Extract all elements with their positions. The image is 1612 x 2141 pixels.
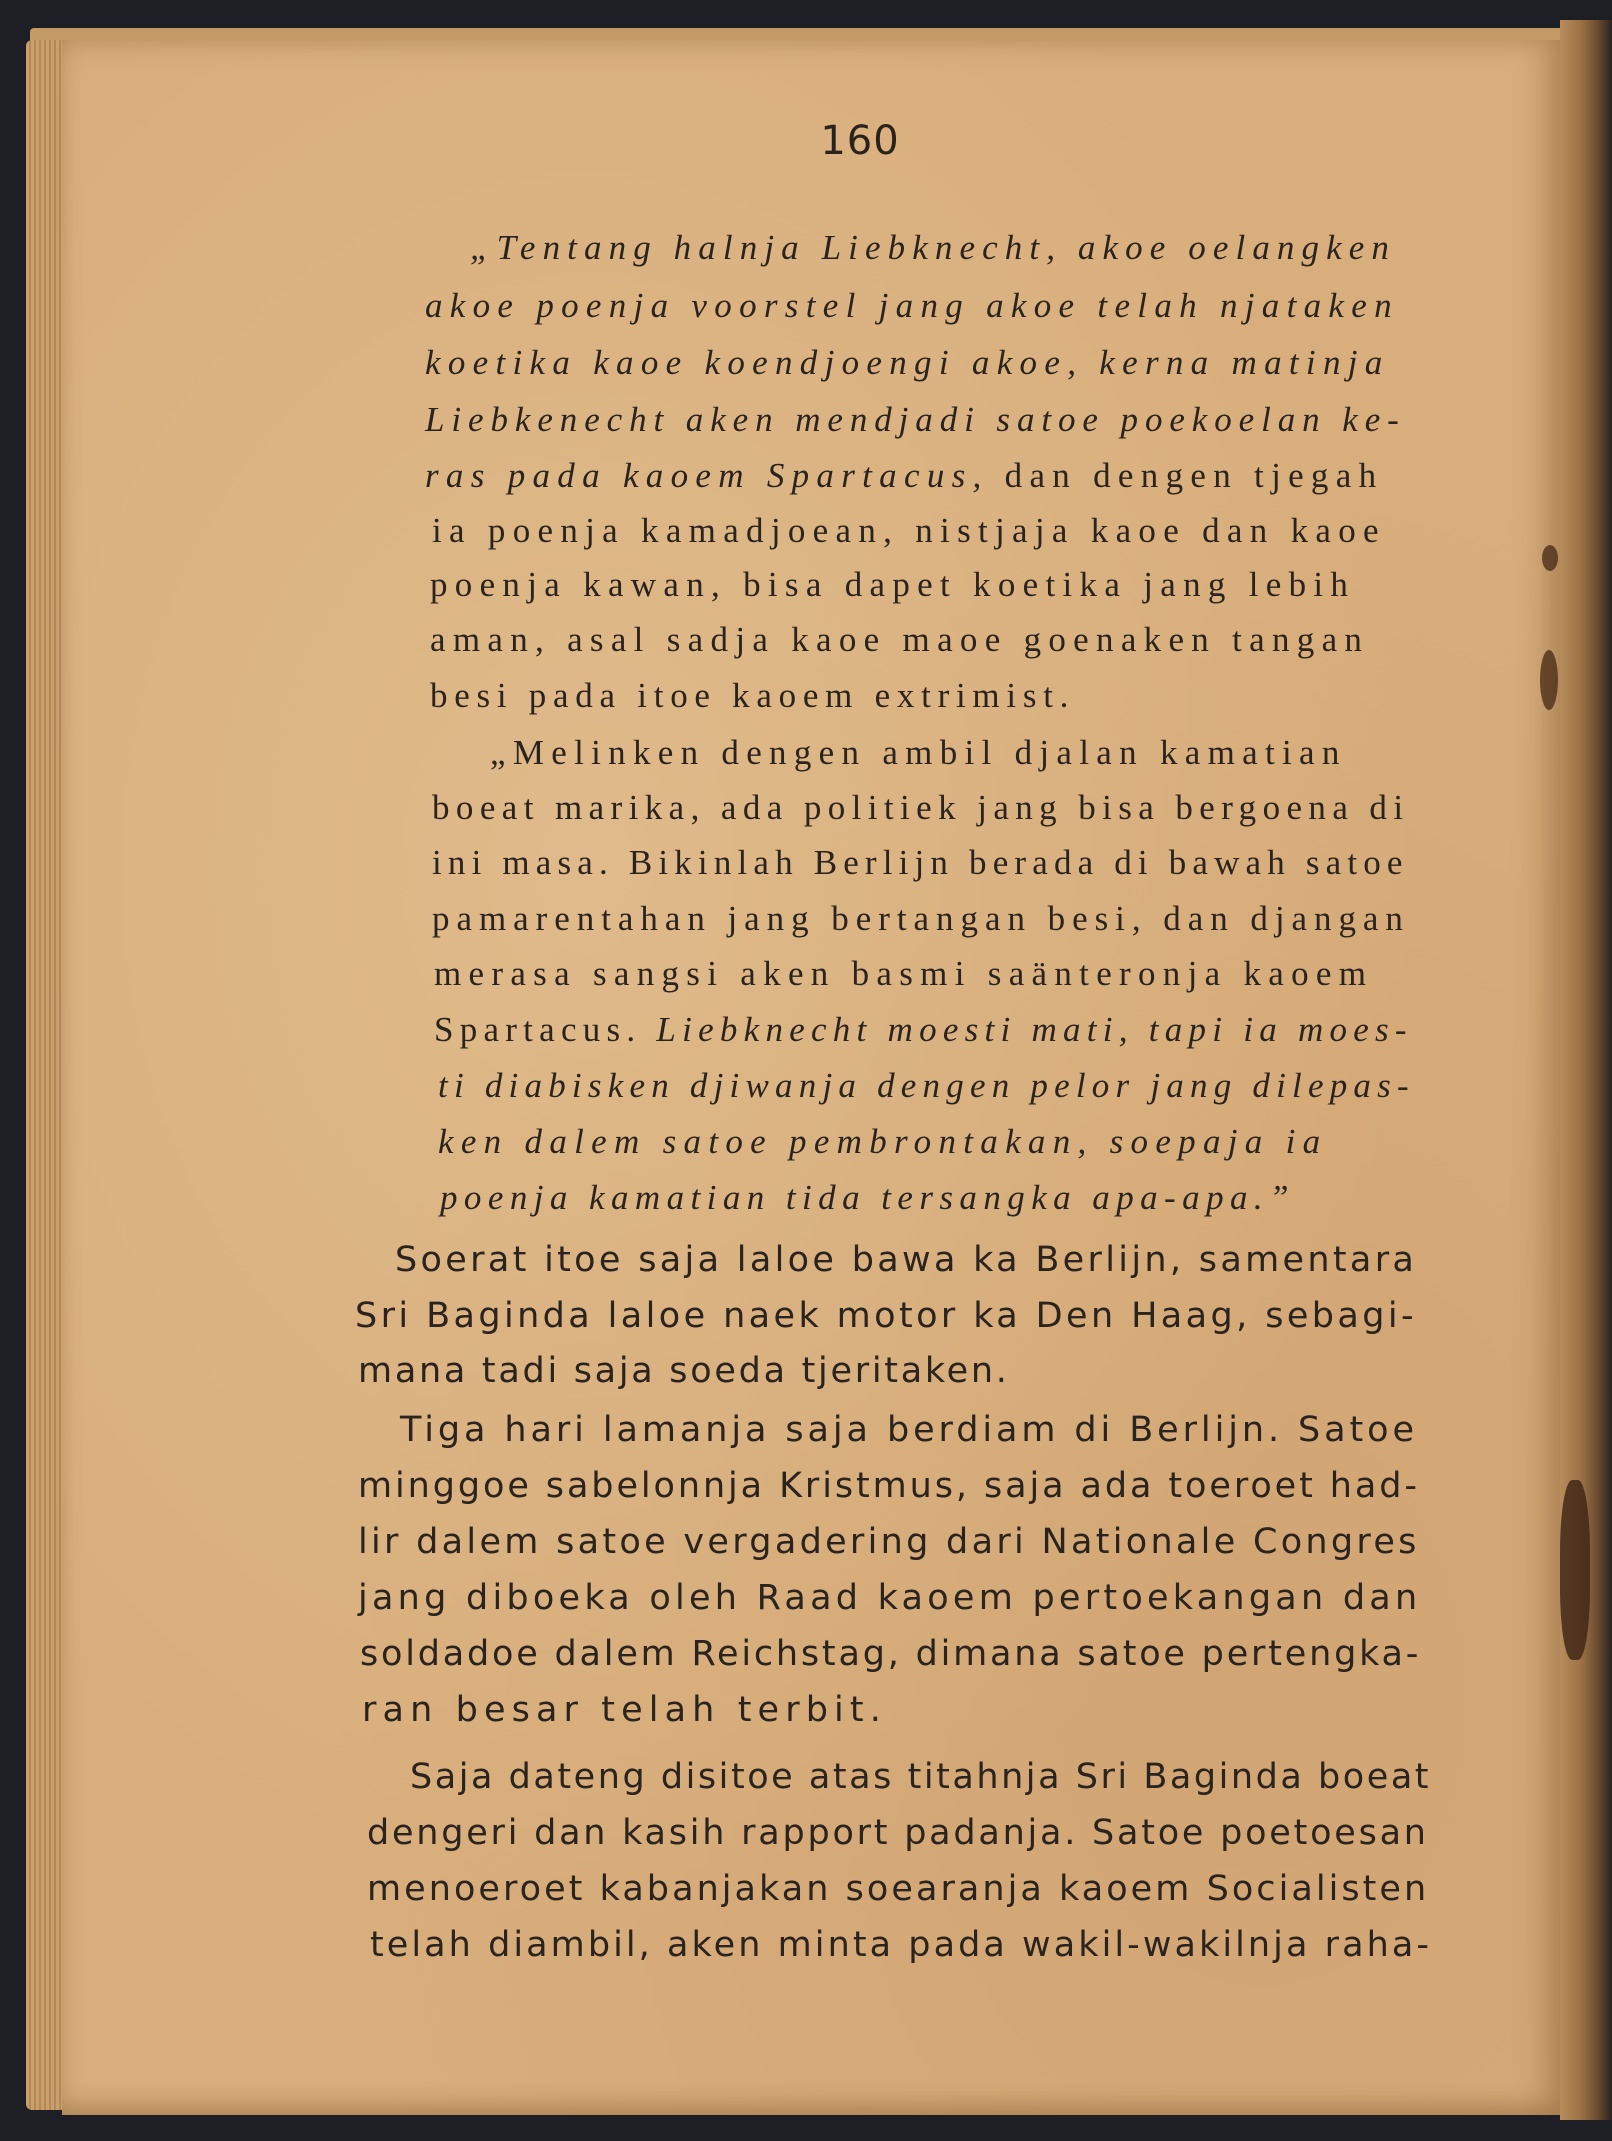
quote-line: ini masa. Bikinlah Berlijn berada di bawah satoe xyxy=(432,843,1409,882)
quote-line: poenja kawan, bisa dapet koetika jang lebih xyxy=(430,565,1356,604)
quote-line: akoe poenja voorstel jang akoe telah njataken xyxy=(425,286,1399,325)
page-number: 160 xyxy=(820,118,900,164)
quote-line: besi pada itoe kaoem extrimist. xyxy=(430,676,1076,715)
quote-line: ken dalem satoe pembrontakan, soepaja ia xyxy=(438,1122,1328,1161)
roman-span: Spartacus. xyxy=(434,1010,657,1049)
body-line: soldadoe dalem Reichstag, dimana satoe pertengka- xyxy=(360,1634,1422,1674)
quote-line: merasa sangsi aken basmi saänteronja kaoem xyxy=(434,954,1374,993)
quote-line: pamarentahan jang bertangan besi, dan djangan xyxy=(432,899,1410,938)
body-line: mana tadi saja soeda tjeritaken. xyxy=(358,1351,1010,1391)
body-line: ran besar telah terbit. xyxy=(362,1690,887,1730)
quote-line: aman, asal sadja kaoe maoe goenaken tangan xyxy=(430,620,1370,659)
book-spine-edge xyxy=(1560,20,1612,2120)
quote-line: koetika kaoe koendjoengi akoe, kerna matinja xyxy=(425,343,1390,382)
body-line: Tiga hari lamanja saja berdiam di Berlijn. Satoe xyxy=(400,1410,1418,1450)
quote-line: Liebkenecht aken mendjadi satoe poekoelan ke- xyxy=(425,400,1406,439)
quote-line: poenja kamatian tida tersangka apa-apa.” xyxy=(440,1178,1295,1217)
quote-line: boeat marika, ada politiek jang bisa bergoena di xyxy=(432,788,1410,827)
quote-line: „Tentang halnja Liebknecht, akoe oelangken xyxy=(470,228,1397,267)
body-line: dengeri dan kasih rapport padanja. Satoe poetoesan xyxy=(367,1813,1429,1853)
italic-span: Liebknecht moesti mati, tapi ia moes- xyxy=(656,1010,1413,1049)
italic-span: ras pada kaoem Spartacus, xyxy=(425,456,989,495)
quote-line: ti diabisken djiwanja dengen pelor jang dilepas- xyxy=(438,1066,1415,1105)
body-line: minggoe sabelonnja Kristmus, saja ada toeroet had- xyxy=(358,1466,1420,1506)
body-line: Saja dateng disitoe atas titahnja Sri Baginda boeat xyxy=(410,1757,1432,1797)
quote-line: ia poenja kamadjoean, nistjaja kaoe dan kaoe xyxy=(432,511,1386,550)
body-line: Soerat itoe saja laloe bawa ka Berlijn, samentara xyxy=(395,1240,1418,1280)
roman-span: dan dengen tjegah xyxy=(988,456,1384,495)
quote-line xyxy=(425,458,1383,493)
ink-stain xyxy=(1560,1480,1590,1660)
quote-line xyxy=(434,1012,1413,1047)
body-line: jang diboeka oleh Raad kaoem pertoekangan dan xyxy=(358,1578,1422,1618)
body-line: telah diambil, aken minta pada wakil-wakilnja raha- xyxy=(370,1925,1433,1965)
quote-line: „Melinken dengen ambil djalan kamatian xyxy=(490,733,1347,772)
ink-stain xyxy=(1540,650,1558,710)
body-line: lir dalem satoe vergadering dari Nationale Congres xyxy=(358,1522,1420,1562)
ink-stain xyxy=(1542,545,1558,571)
body-line: Sri Baginda laloe naek motor ka Den Haag, sebagi- xyxy=(355,1296,1418,1336)
body-line: menoeroet kabanjakan soearanja kaoem Socialisten xyxy=(367,1869,1430,1909)
